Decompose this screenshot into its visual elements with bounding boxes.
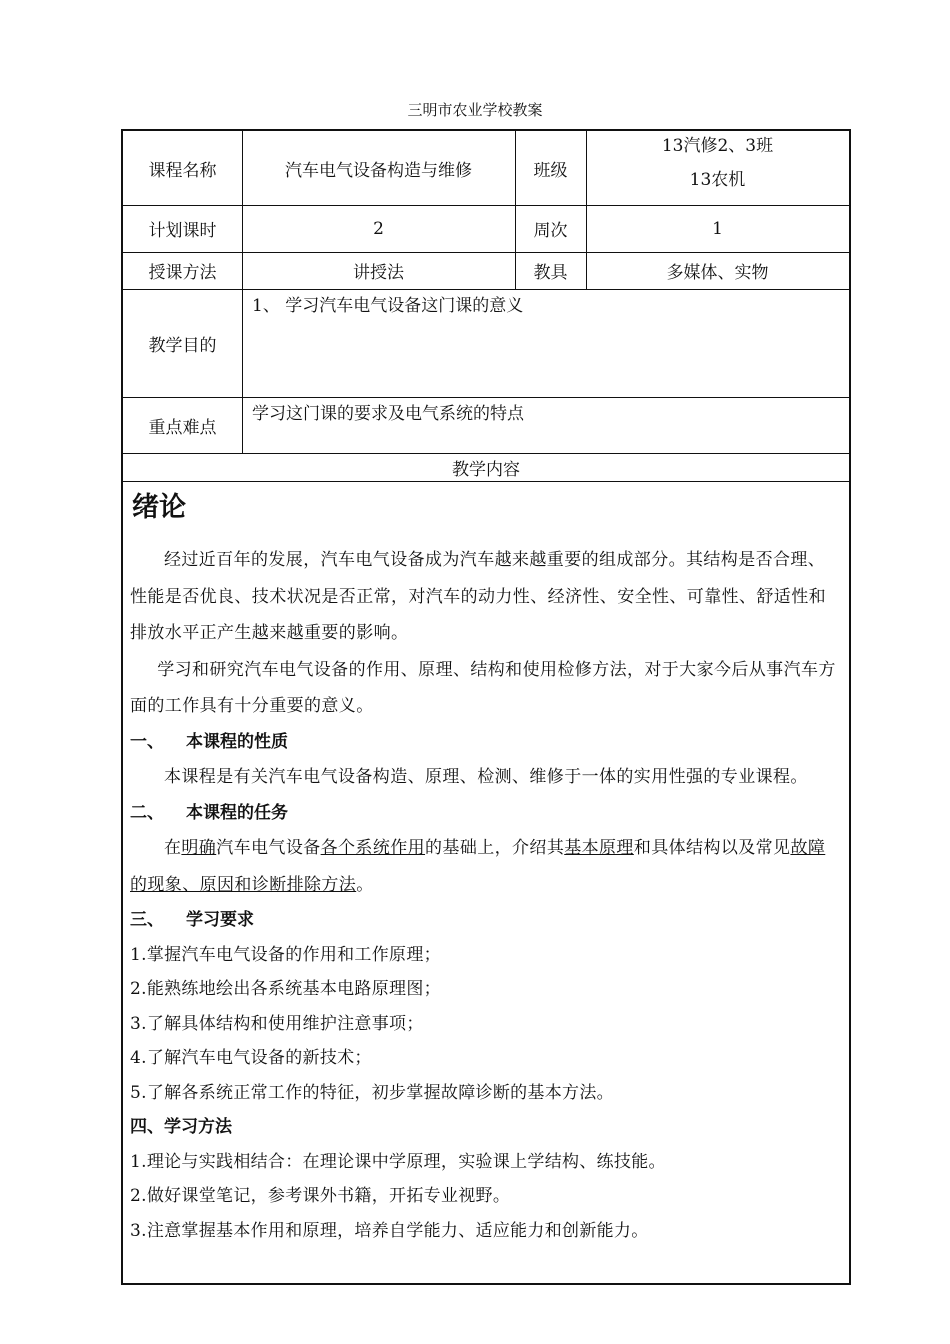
week-value: 1 (712, 218, 723, 239)
heading-nature (130, 725, 842, 760)
heading-text: 本课程的性质 (186, 731, 288, 752)
task-underlined: 明确 (181, 838, 217, 858)
heading-methods (130, 1110, 842, 1145)
class-line-1: 13汽修2、3班 (661, 136, 774, 156)
tools-value: 多媒体、实物 (666, 263, 769, 283)
heading-requirements (130, 903, 842, 938)
key-value: 学习这门课的要求及电气系统的特点 (252, 404, 524, 424)
class-value (586, 131, 849, 205)
method-label: 授课方法 (148, 263, 217, 283)
heading-text: 四、学习方法 (130, 1117, 232, 1137)
key-label: 重点难点 (148, 417, 217, 438)
requirement-item: 2.能熟练地绘出各系统基本电路原理图； (130, 979, 441, 999)
teaching-content (121, 482, 851, 1248)
hours-value: 2 (373, 218, 384, 239)
course-label: 课程名称 (148, 160, 217, 181)
heading-text: 学习要求 (186, 910, 254, 930)
requirement-item: 1.掌握汽车电气设备的作用和工作原理； (130, 944, 441, 965)
task-text: 。 (356, 874, 374, 895)
class-line-2: 13农机 (689, 170, 746, 190)
task-text: 汽车电气设备 (216, 838, 321, 858)
task-underlined: 基本原理 (564, 838, 634, 858)
tools-label: 教具 (533, 263, 568, 283)
heading-number: 三、 (130, 910, 164, 930)
requirement-item: 3.了解具体结构和使用维护注意事项； (130, 1013, 424, 1034)
week-label: 周次 (533, 221, 568, 241)
task-underlined: 各个系统作用 (320, 838, 426, 858)
task-text: 在 (164, 838, 182, 858)
heading-number: 二、 (130, 802, 164, 823)
page-header: 三明市农业学校教案 (407, 101, 543, 119)
heading-text: 本课程的任务 (186, 802, 288, 823)
intro-paragraph-2: 学习和研究汽车电气设备的作用、原理、结构和使用检修方法，对于大家今后从事汽车方面的工作具有十分重要的意义。 (130, 659, 836, 716)
method-item: 3.注意掌握基本作用和原理，培养自学能力、适应能力和创新能力。 (130, 1220, 649, 1241)
method-item: 1.理论与实践相结合：在理论课中学原理，实验课上学结构、练技能。 (130, 1151, 666, 1172)
goal-label: 教学目的 (148, 335, 217, 356)
hours-label: 计划课时 (148, 221, 217, 241)
heading-number: 一、 (130, 731, 164, 752)
course-value: 汽车电气设备构造与维修 (285, 160, 472, 181)
content-label: 教学内容 (452, 459, 520, 480)
task-text: 和具体结构以及常见 (633, 838, 791, 858)
task-paragraph (130, 830, 842, 903)
intro-paragraph-1: 经过近百年的发展，汽车电气设备成为汽车越来越重要的组成部分。其结构是否合理、性能是否优良、技术状况是否正常，对汽车的动力性、经济性、安全性、可靠性、舒适性和排放水平正产生越来越重要的影响。 (130, 550, 826, 643)
section-title: 绪论 (132, 492, 186, 523)
nature-paragraph: 本课程是有关汽车电气设备构造、原理、检测、维修于一体的实用性强的专业课程。 (164, 767, 808, 787)
class-label: 班级 (533, 160, 568, 181)
goal-value: 1、 学习汽车电气设备这门课的意义 (252, 296, 524, 316)
requirement-item: 4.了解汽车电气设备的新技术； (130, 1048, 372, 1068)
task-text: 的基础上，介绍其 (425, 838, 565, 858)
method-value: 讲授法 (353, 263, 404, 283)
task-underlined: 故障的现象、原因和诊断排除方法 (130, 838, 826, 895)
method-item: 2.做好课堂笔记，参考课外书籍，开拓专业视野。 (130, 1186, 511, 1206)
requirement-item: 5.了解各系统正常工作的特征，初步掌握故障诊断的基本方法。 (130, 1082, 614, 1103)
heading-task (130, 796, 842, 831)
